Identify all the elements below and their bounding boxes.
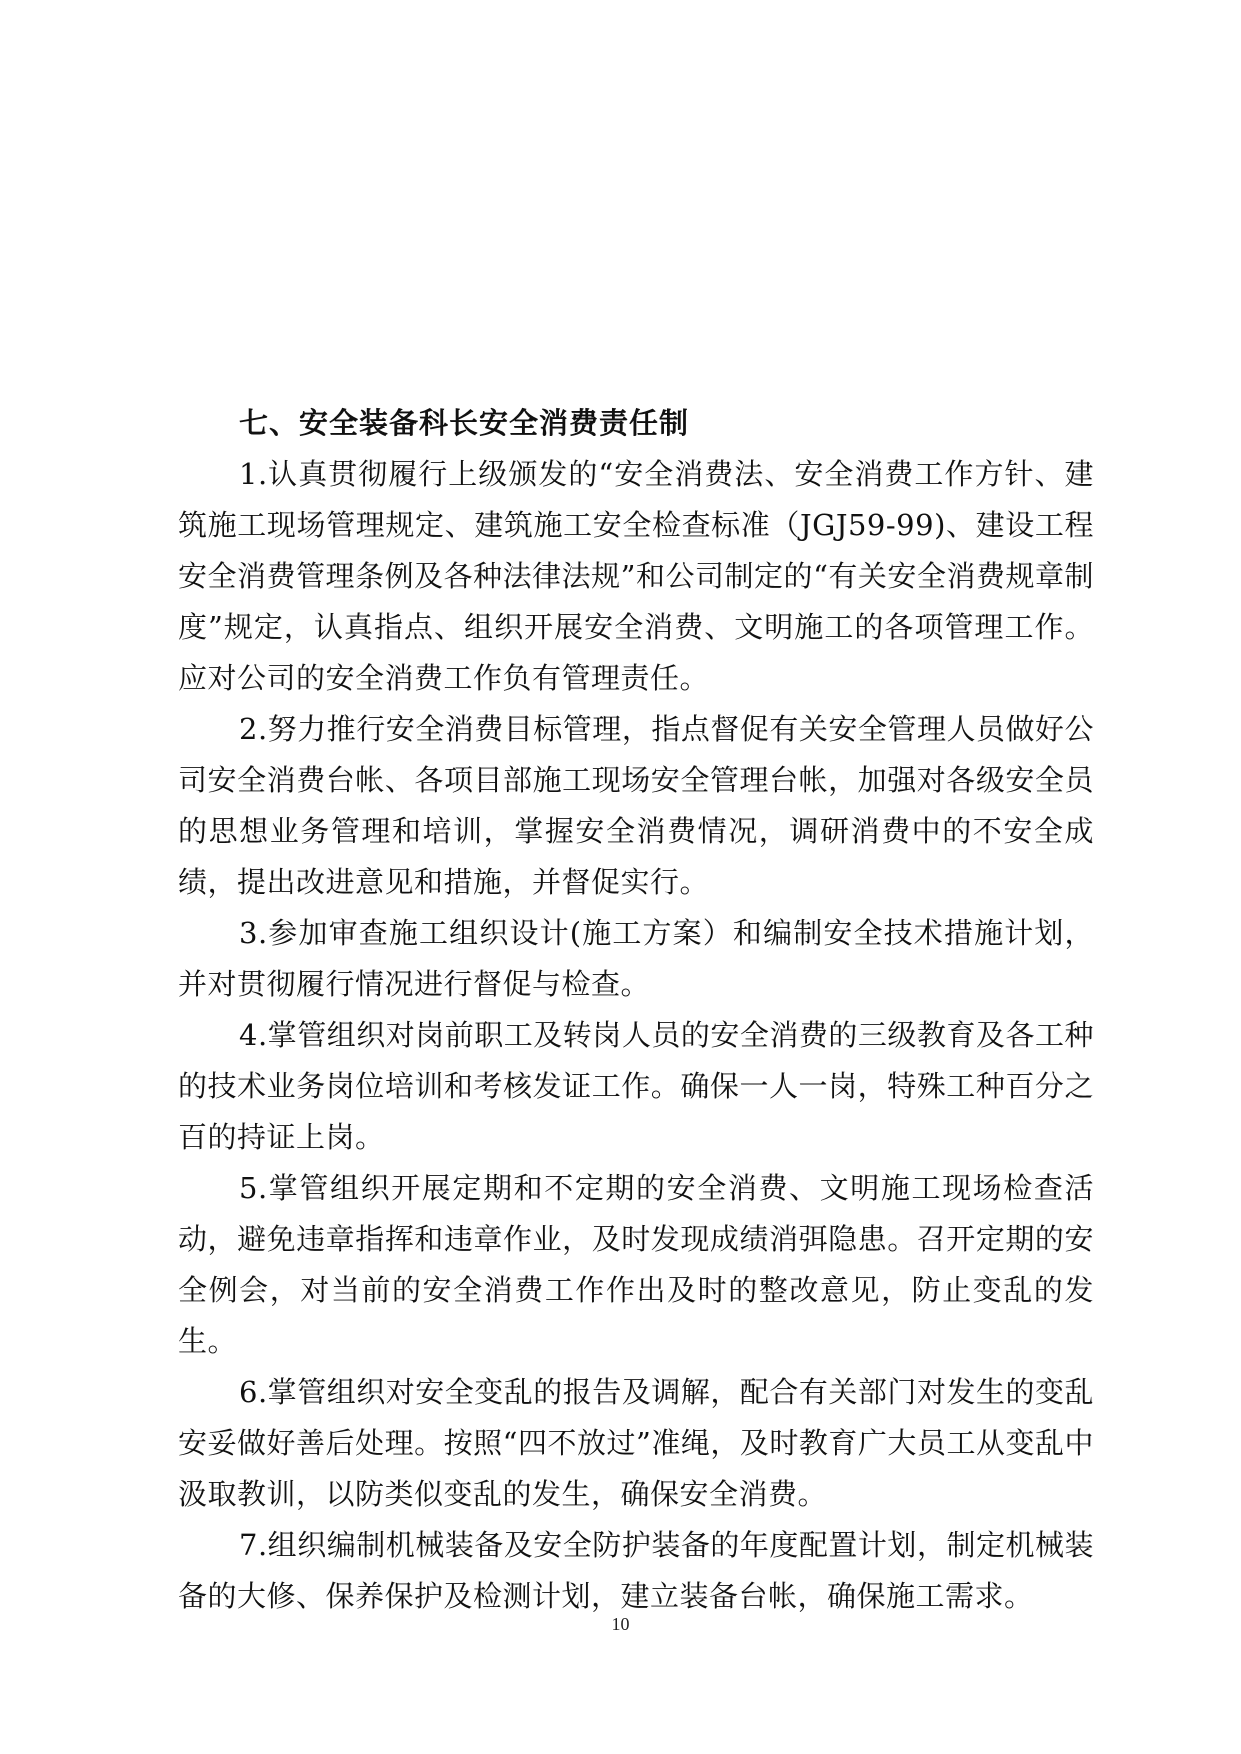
paragraph-5: 5.掌管组织开展定期和不定期的安全消费、文明施工现场检查活动，避免违章指挥和违章作业，及时发现成绩消弭隐患。召开定期的安全例会，对当前的安全消费工作作出及时的整改意见，防止变乱的发生。 [178,1171,1094,1358]
paragraph-1: 1.认真贯彻履行上级颁发的“安全消费法、安全消费工作方针、建筑施工现场管理规定、建筑施工安全检查标准（JGJ59-99)、建设工程安全消费管理条例及各种法律法规”和公司制定的“有关安全消费规章制度”规定，认真指点、组织开展安全消费、文明施工的各项管理工作。应对公司的安全消费工作负有管理责任。 [178,457,1094,695]
paragraph-7: 7.组织编制机械装备及安全防护装备的年度配置计划，制定机械装备的大修、保养保护及检测计划，建立装备台帐，确保施工需求。 [178,1528,1094,1613]
paragraph-6: 6.掌管组织对安全变乱的报告及调解，配合有关部门对发生的变乱安妥做好善后处理。按照“四不放过”准绳，及时教育广大员工从变乱中汲取教训，以防类似变乱的发生，确保安全消费。 [178,1375,1094,1511]
page-number: 10 [611,1614,630,1634]
paragraph-4: 4.掌管组织对岗前职工及转岗人员的安全消费的三级教育及各工种的技术业务岗位培训和考核发证工作。确保一人一岗，特殊工种百分之百的持证上岗。 [178,1018,1094,1154]
paragraph-2: 2.努力推行安全消费目标管理，指点督促有关安全管理人员做好公司安全消费台帐、各项目部施工现场安全管理台帐，加强对各级安全员的思想业务管理和培训，掌握安全消费情况，调研消费中的不安全成绩，提出改进意见和措施，并督促实行。 [178,712,1094,899]
section-heading: 七、安全装备科长安全消费责任制 [239,406,690,440]
document-body [178,398,1094,1622]
paragraph-3: 3.参加审查施工组织设计(施工方案）和编制安全技术措施计划，并对贯彻履行情况进行督促与检查。 [178,916,1094,1001]
